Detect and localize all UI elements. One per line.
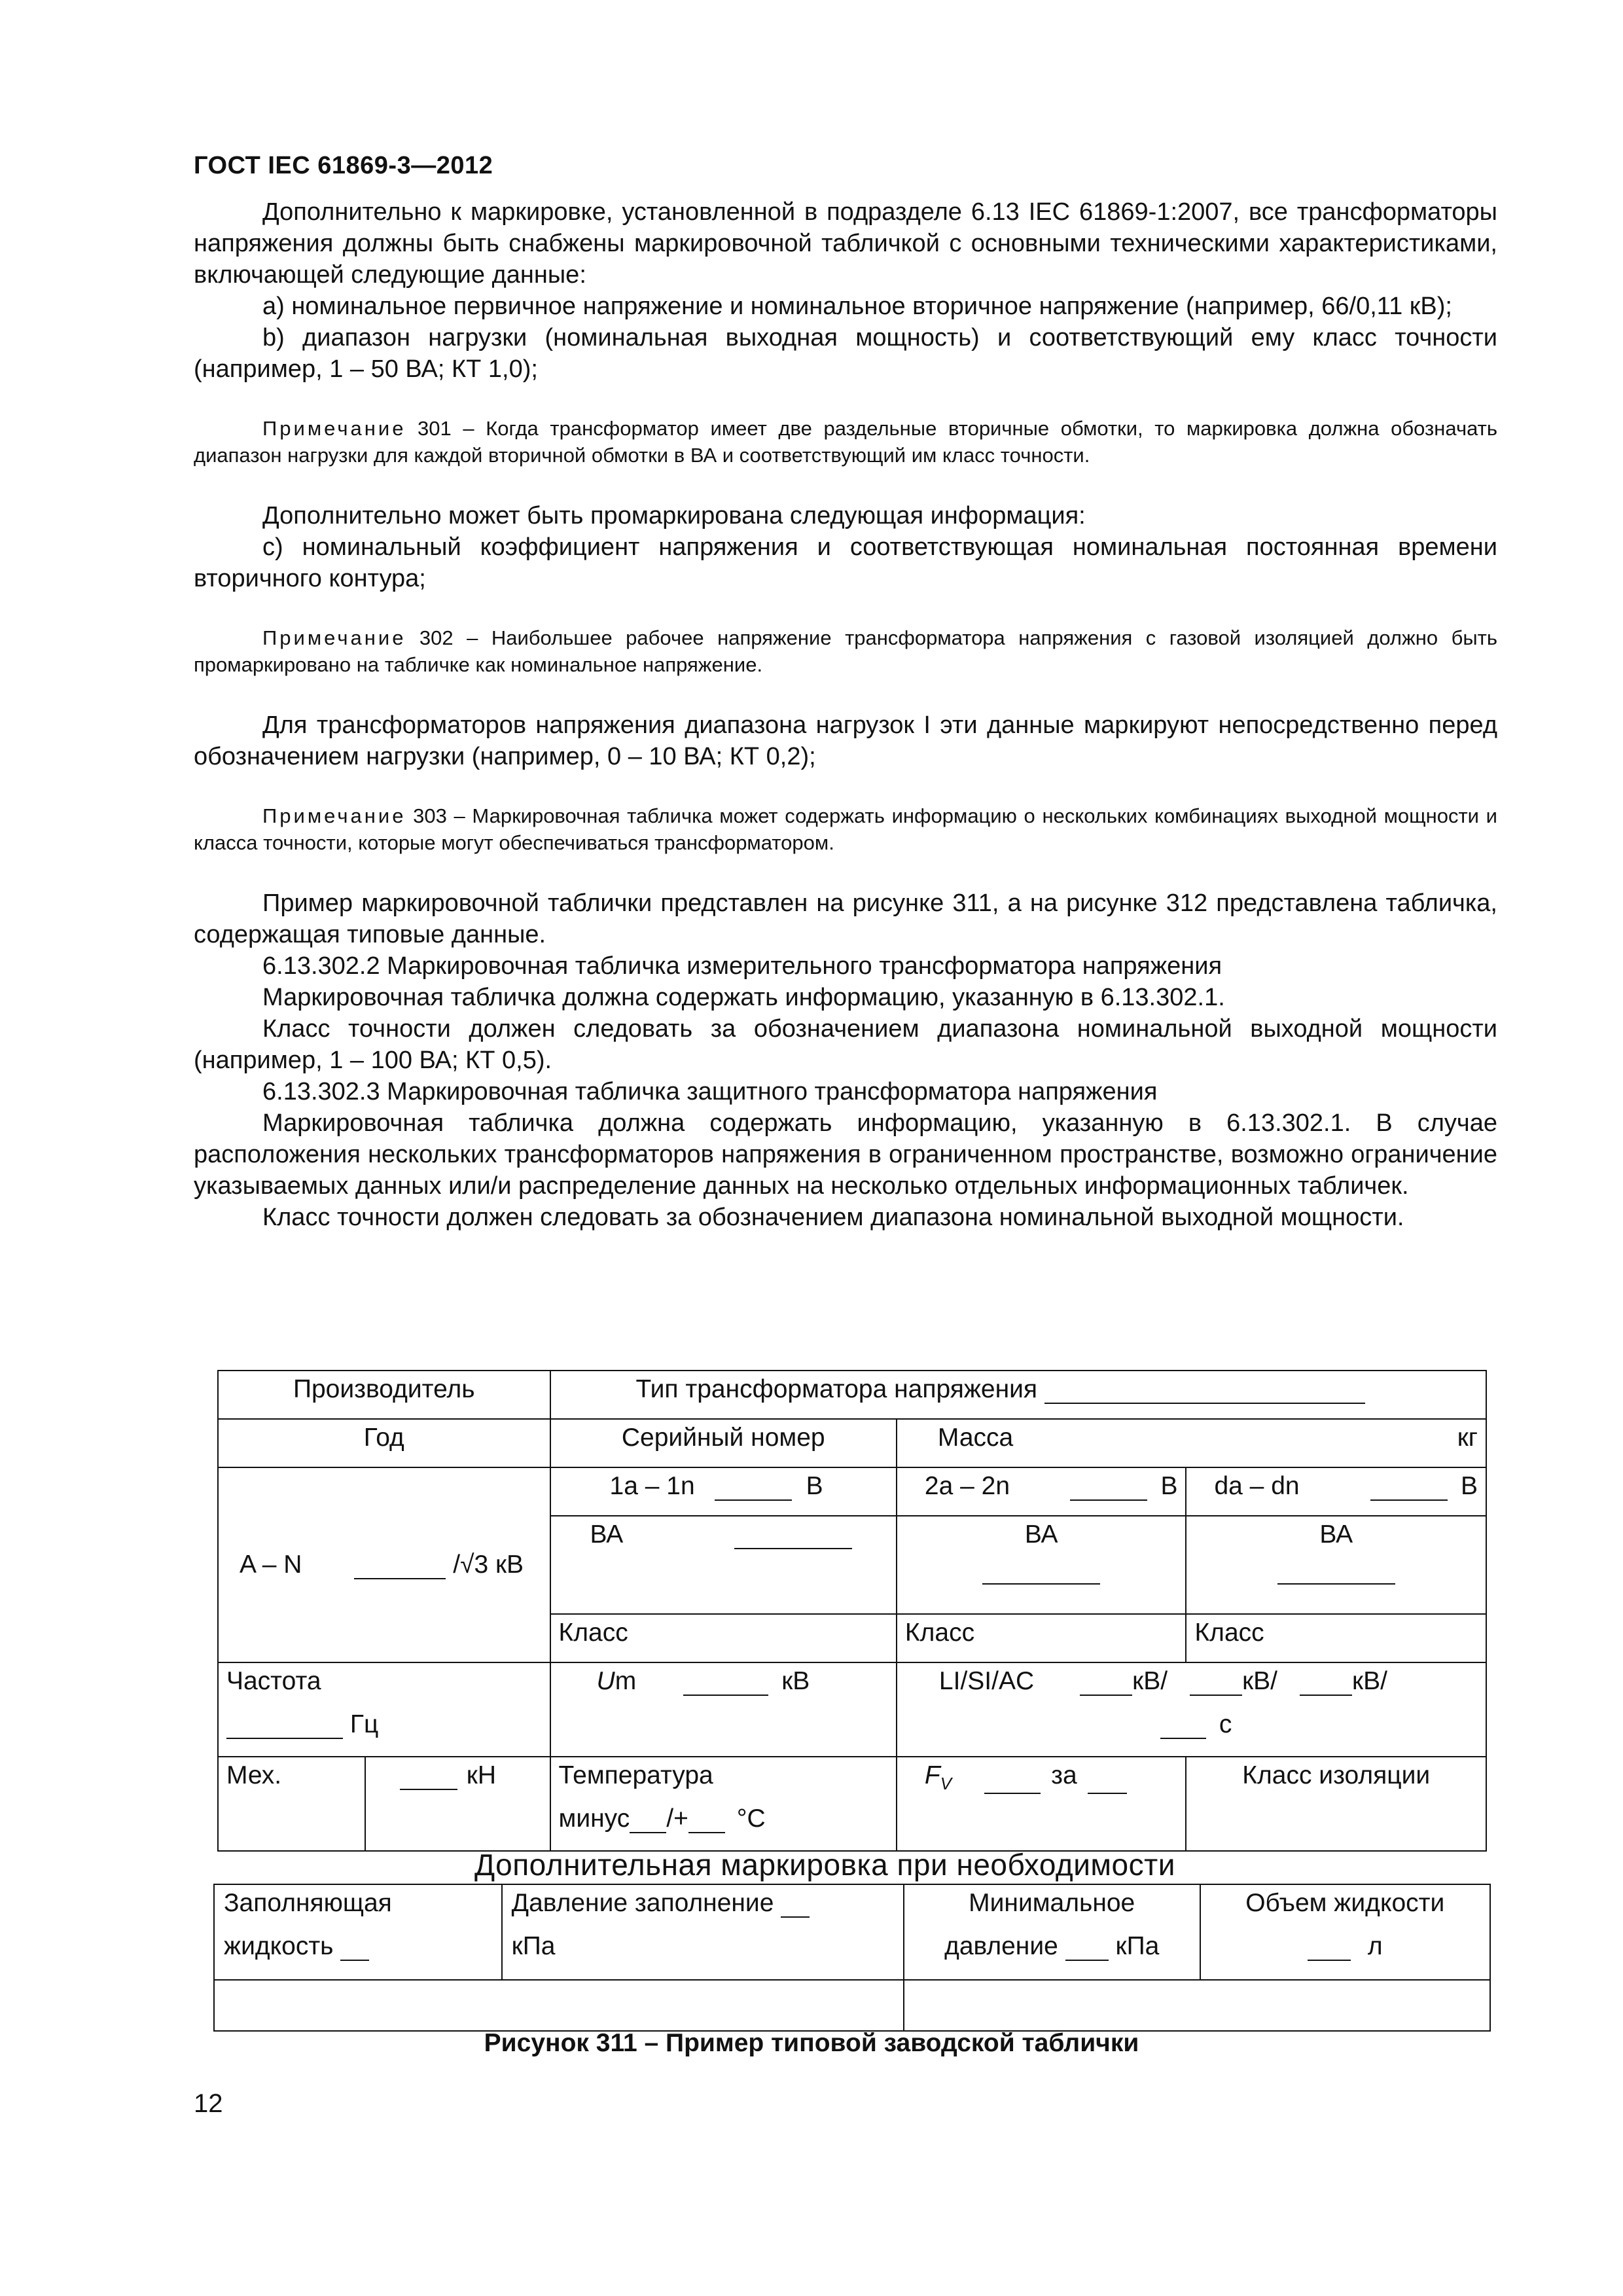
paragraph: Класс точности должен следовать за обозначением диапазона номинальной выходной мощности. (262, 1204, 1404, 1231)
note-301 (194, 415, 1497, 469)
um-cell (550, 1662, 897, 1757)
an-unit: /√3 кВ (453, 1551, 524, 1579)
fill-line (400, 1767, 457, 1790)
serial-label: Серийный номер (621, 1424, 825, 1452)
temp-minus: минус (558, 1804, 630, 1833)
temp-plus: /+ (666, 1804, 688, 1833)
fill-line (1070, 1477, 1147, 1501)
paragraph: Дополнительно к маркировке, установленной в подразделе 6.13 IEC 61869-1:2007, все трансформаторы напряжения должны быть снабжены маркировочной табличкой с основными техническими характеристиками, включающей следующие данные: (194, 198, 1497, 289)
lisiac-cell (897, 1662, 1486, 1757)
nameplate-table (217, 1370, 1487, 1852)
note-text: 303 – Маркировочная табличка может содержать информацию о нескольких комбинациях выходной мощности и класса точности, которые могут обеспечиваться трансформатором. (194, 804, 1497, 854)
winding2-label: 2a – 2n (924, 1472, 1010, 1500)
volt-unit: В (1160, 1472, 1178, 1500)
fill-line (340, 1937, 369, 1961)
class2-cell (897, 1614, 1186, 1662)
hz-unit: Гц (349, 1710, 379, 1738)
year-label: Год (363, 1424, 404, 1452)
list-item-b: b) диапазон нагрузки (номинальная выходная мощность) и соответствующий ему класс точности (например, 1 – 50 ВА; КТ 1,0); (194, 324, 1497, 383)
kv-unit: кВ (781, 1667, 810, 1695)
va-label: ВА (1319, 1520, 1353, 1549)
lisiac-label: LI/SI/AC (938, 1667, 1035, 1695)
kn-cell (365, 1757, 550, 1851)
empty-cell (904, 1980, 1490, 2031)
fv-subscript: V (940, 1773, 952, 1793)
um-symbol: U (596, 1667, 615, 1695)
manufacturer-cell (218, 1371, 550, 1419)
note-label: Примечание (262, 804, 406, 827)
fill-line (1160, 1715, 1206, 1739)
volt-unit: В (806, 1472, 823, 1500)
document-header: ГОСТ IEC 61869-3—2012 (194, 152, 493, 179)
fv-symbol: F (924, 1761, 940, 1789)
za-label: за (1051, 1761, 1077, 1789)
kv-unit: кВ/ (1132, 1667, 1168, 1695)
class3-cell (1186, 1614, 1486, 1662)
fill-line (1300, 1672, 1352, 1696)
celsius-unit: °С (736, 1804, 766, 1833)
insulation-cell (1186, 1757, 1486, 1851)
list-item-a: a) номинальное первичное напряжение и номинальное вторичное напряжение (например, 66/0,11 кВ); (262, 293, 1452, 320)
va3-cell (1186, 1516, 1486, 1614)
table-row (218, 1662, 1486, 1757)
note-text: 301 – Когда трансформатор имеет две раздельные вторичные обмотки, то маркировка должна обозначать диапазон нагрузки для каждой вторичной обмотки в ВА и соответствующий им класс точности. (194, 417, 1497, 467)
mass-unit: кг (1457, 1424, 1478, 1452)
extra-marking-title: Дополнительная маркировка при необходимости (474, 1848, 1175, 1882)
min-pressure-label: Минимальное (969, 1889, 1135, 1917)
fill-pressure-cell (502, 1884, 904, 1980)
kv-unit: кВ/ (1352, 1667, 1387, 1695)
va-label: ВА (1024, 1520, 1058, 1549)
fill-line (734, 1526, 852, 1549)
table-row (214, 1980, 1490, 2031)
fill-fluid-label2: жидкость (224, 1932, 334, 1960)
fill-line (1190, 1672, 1242, 1696)
fill-line (1277, 1561, 1395, 1585)
type-cell (550, 1371, 1486, 1419)
note-302 (194, 624, 1497, 678)
seconds-unit: с (1219, 1710, 1232, 1738)
min-pressure-cell (904, 1884, 1200, 1980)
body-text (194, 196, 1497, 1233)
empty-cell (214, 1980, 904, 2031)
volt-unit: В (1460, 1472, 1478, 1500)
fill-line (1308, 1937, 1351, 1961)
winding3-cell (1186, 1467, 1486, 1516)
va-label: ВА (590, 1520, 624, 1549)
note-303 (194, 802, 1497, 856)
winding3-label: da – dn (1214, 1472, 1300, 1500)
fill-pressure-label: Давление заполнение (511, 1889, 774, 1917)
an-label: A – N (240, 1551, 302, 1579)
class-label: Класс (558, 1619, 628, 1647)
kv-unit: кВ/ (1242, 1667, 1277, 1695)
frequency-label: Частота (226, 1667, 321, 1695)
fill-line (982, 1561, 1100, 1585)
table-row (214, 1884, 1490, 1980)
paragraph: Маркировочная табличка должна содержать информацию, указанную в 6.13.302.1. В случае расположения нескольких трансформаторов напряжения в ограниченном пространстве, возможно ограничение указываемых данных или/и распределение данных на несколько отдельных информационных табличек. (194, 1109, 1497, 1200)
fill-line (630, 1810, 666, 1833)
paragraph: Для трансформаторов напряжения диапазона нагрузок I эти данные маркируют непосредственно перед обозначением нагрузки (например, 0 – 10 ВА; КТ 0,2); (194, 711, 1497, 770)
fv-cell (897, 1757, 1186, 1851)
type-label: Тип трансформатора напряжения (635, 1375, 1038, 1403)
mech-cell (218, 1757, 365, 1851)
kpa-unit: кПа (511, 1932, 556, 1960)
year-cell (218, 1419, 550, 1467)
mass-label: Масса (937, 1424, 1014, 1452)
frequency-cell (218, 1662, 550, 1757)
um-subscript: m (615, 1667, 637, 1695)
fill-line (781, 1894, 810, 1918)
min-pressure-label2: давление (944, 1932, 1058, 1960)
table-row (218, 1371, 1486, 1419)
fill-line (1080, 1672, 1132, 1696)
insulation-label: Класс изоляции (1242, 1761, 1431, 1789)
winding1-label: 1a – 1n (609, 1472, 695, 1500)
an-cell (218, 1467, 550, 1662)
paragraph: Пример маркировочной таблички представлен на рисунке 311, а на рисунке 312 представлена табличка, содержащая типовые данные. (194, 889, 1497, 948)
winding2-cell (897, 1467, 1186, 1516)
page-number: 12 (194, 2089, 223, 2118)
table-row (218, 1467, 1486, 1516)
class-label: Класс (1194, 1619, 1264, 1647)
temperature-label: Температура (558, 1761, 713, 1789)
volume-label: Объем жидкости (1245, 1889, 1445, 1917)
mech-label: Мех. (226, 1761, 282, 1789)
liter-unit: л (1367, 1932, 1383, 1960)
note-text: 302 – Наибольшее рабочее напряжение трансформатора напряжения с газовой изоляцией должно быть промаркировано на табличке как номинальное напряжение. (194, 626, 1497, 676)
kpa-unit: кПа (1115, 1932, 1160, 1960)
fill-fluid-label: Заполняющая (224, 1889, 392, 1917)
extra-marking-table (213, 1884, 1491, 2032)
fill-line (984, 1770, 1041, 1794)
fill-line (354, 1556, 446, 1579)
fill-line (715, 1477, 792, 1501)
table-row (218, 1757, 1486, 1851)
winding1-cell (550, 1467, 897, 1516)
fill-line (1370, 1477, 1448, 1501)
fill-line (1065, 1937, 1109, 1961)
fill-line (1044, 1380, 1365, 1404)
temperature-cell (550, 1757, 897, 1851)
fill-line (688, 1810, 725, 1833)
note-label: Примечание (262, 626, 406, 649)
class-label: Класс (904, 1619, 975, 1647)
paragraph: Класс точности должен следовать за обозначением диапазона номинальной выходной мощности (например, 1 – 100 ВА; КТ 0,5). (194, 1015, 1497, 1074)
note-label: Примечание (262, 417, 406, 440)
list-item-c: c) номинальный коэффициент напряжения и соответствующая номинальная постоянная времени вторичного контура; (194, 533, 1497, 592)
va2-cell (897, 1516, 1186, 1614)
kn-unit: кН (466, 1761, 497, 1789)
section-heading: 6.13.302.2 Маркировочная табличка измерительного трансформатора напряжения (262, 952, 1222, 980)
va1-cell (550, 1516, 897, 1614)
fill-line (226, 1715, 343, 1739)
section-heading: 6.13.302.3 Маркировочная табличка защитного трансформатора напряжения (262, 1078, 1158, 1105)
fill-fluid-cell (214, 1884, 502, 1980)
volume-cell (1200, 1884, 1491, 1980)
class1-cell (550, 1614, 897, 1662)
mass-cell (897, 1419, 1486, 1467)
figure-caption: Рисунок 311 – Пример типовой заводской таблички (484, 2029, 1139, 2057)
serial-cell (550, 1419, 897, 1467)
paragraph: Маркировочная табличка должна содержать информацию, указанную в 6.13.302.1. (262, 984, 1225, 1011)
fill-line (1088, 1770, 1127, 1794)
table-row (218, 1419, 1486, 1467)
paragraph: Дополнительно может быть промаркирована следующая информация: (262, 502, 1086, 529)
fill-line (683, 1672, 768, 1696)
manufacturer-label: Производитель (293, 1375, 475, 1403)
